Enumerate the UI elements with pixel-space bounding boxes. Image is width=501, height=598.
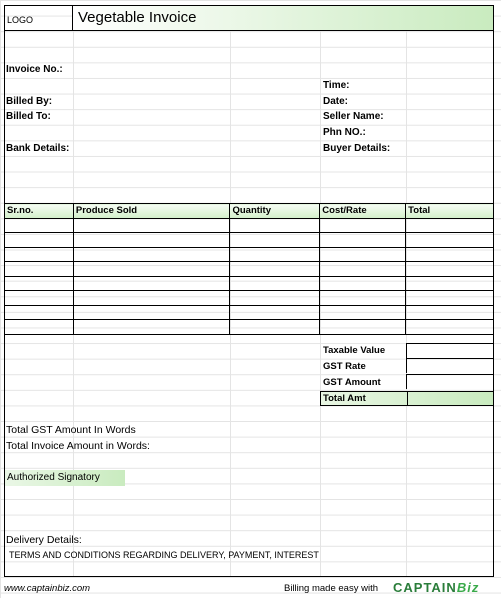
billed-to-label: Billed To: <box>6 111 51 122</box>
table-cell[interactable] <box>230 262 320 277</box>
buyer-details-label: Buyer Details: <box>323 143 391 154</box>
gst-rate-label: GST Rate <box>323 361 366 372</box>
captainbiz-logo <box>393 580 479 595</box>
invoice-title: Vegetable Invoice <box>73 6 493 31</box>
table-cell[interactable] <box>406 247 494 262</box>
table-row <box>5 291 494 306</box>
table-cell[interactable] <box>73 276 230 291</box>
table-row <box>5 305 494 320</box>
table-row <box>5 276 494 291</box>
table-cell[interactable] <box>230 247 320 262</box>
seller-name-label: Seller Name: <box>323 111 384 122</box>
table-cell[interactable] <box>320 247 406 262</box>
table-cell[interactable] <box>320 233 406 248</box>
brand-part-1: CAPTAIN <box>393 580 457 595</box>
table-row <box>5 320 494 335</box>
taxable-value-label: Taxable Value <box>323 345 386 356</box>
table-cell[interactable] <box>73 233 230 248</box>
table-cell[interactable] <box>230 291 320 306</box>
cell-divider <box>407 392 408 405</box>
table-cell[interactable] <box>230 305 320 320</box>
table-cell[interactable] <box>406 262 494 277</box>
gst-amount-cell[interactable] <box>406 374 494 389</box>
table-cell[interactable] <box>73 291 230 306</box>
table-cell[interactable] <box>5 218 74 233</box>
table-cell[interactable] <box>320 218 406 233</box>
table-row <box>5 233 494 248</box>
authorized-signatory: Authorized Signatory <box>5 470 125 486</box>
bank-details-label: Bank Details: <box>6 143 70 154</box>
table-cell[interactable] <box>5 291 74 306</box>
table-cell[interactable] <box>320 291 406 306</box>
table-cell[interactable] <box>5 262 74 277</box>
table-cell[interactable] <box>5 276 74 291</box>
table-cell[interactable] <box>230 218 320 233</box>
table-cell[interactable] <box>406 320 494 335</box>
gst-in-words-label: Total GST Amount In Words <box>6 424 136 436</box>
table-cell[interactable] <box>406 305 494 320</box>
column-header: Cost/Rate <box>320 204 406 219</box>
taxable-value-cell[interactable] <box>406 343 494 358</box>
tagline: Billing made easy with <box>284 583 378 594</box>
time-label: Time: <box>323 80 350 91</box>
footer <box>0 578 501 598</box>
table-cell[interactable] <box>406 276 494 291</box>
table-cell[interactable] <box>73 262 230 277</box>
table-cell[interactable] <box>320 305 406 320</box>
table-cell[interactable] <box>320 276 406 291</box>
table-row <box>5 262 494 277</box>
terms-text: TERMS AND CONDITIONS REGARDING DELIVERY, PAYMENT, INTEREST <box>9 550 319 560</box>
table-cell[interactable] <box>5 233 74 248</box>
column-header: Quantity <box>230 204 320 219</box>
table-cell[interactable] <box>406 233 494 248</box>
table-cell[interactable] <box>73 247 230 262</box>
table-cell[interactable] <box>406 218 494 233</box>
table-cell[interactable] <box>73 218 230 233</box>
gst-rate-cell[interactable] <box>406 358 494 373</box>
phn-no-label: Phn NO.: <box>323 127 366 138</box>
table-cell[interactable] <box>230 320 320 335</box>
table-cell[interactable] <box>5 320 74 335</box>
table-cell[interactable] <box>320 320 406 335</box>
items-table <box>4 203 494 335</box>
table-cell[interactable] <box>73 305 230 320</box>
table-cell[interactable] <box>320 262 406 277</box>
table-cell[interactable] <box>230 233 320 248</box>
gst-amount-label: GST Amount <box>323 377 381 388</box>
table-cell[interactable] <box>230 276 320 291</box>
delivery-details-label: Delivery Details: <box>6 534 82 546</box>
table-row <box>5 247 494 262</box>
logo-placeholder: LOGO <box>5 6 73 31</box>
table-cell[interactable] <box>406 291 494 306</box>
total-amt-label: Total Amt <box>323 393 366 404</box>
column-header: Sr.no. <box>5 204 74 219</box>
table-header-row <box>5 204 494 219</box>
table-cell[interactable] <box>5 305 74 320</box>
brand-part-2: Biz <box>456 580 480 595</box>
column-header: Produce Sold <box>73 204 230 219</box>
table-row <box>5 218 494 233</box>
column-header: Total <box>406 204 494 219</box>
invoice-no-label: Invoice No.: <box>6 64 63 75</box>
table-cell[interactable] <box>5 247 74 262</box>
website-link[interactable]: www.captainbiz.com <box>4 583 91 594</box>
billed-by-label: Billed By: <box>6 96 53 107</box>
date-label: Date: <box>323 96 349 107</box>
invoice-in-words-label: Total Invoice Amount in Words: <box>6 440 150 452</box>
table-cell[interactable] <box>73 320 230 335</box>
